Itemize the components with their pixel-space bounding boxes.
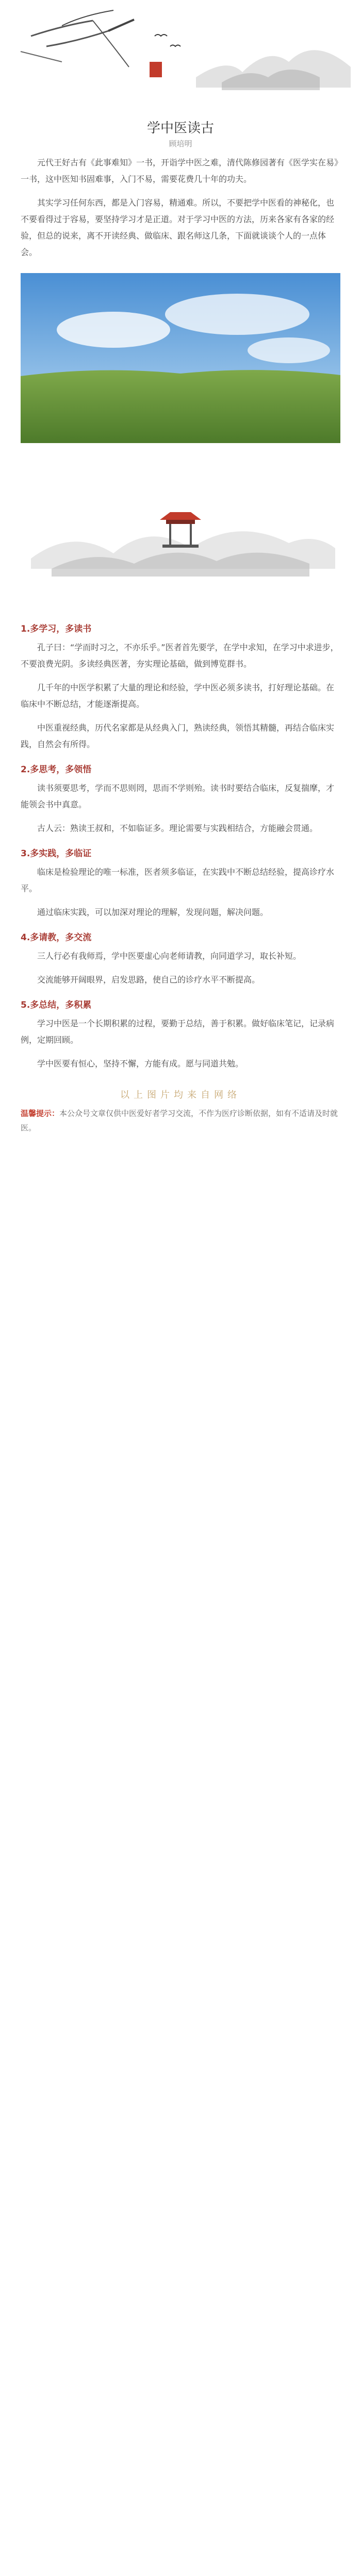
section-paragraph: 几千年的中医学积累了大量的理论和经验，学中医必须多读书，打好理论基础。在临床中不断总结，才能逐渐提高。 <box>21 683 335 709</box>
section-paragraph: 学习中医是一个长期积累的过程，要勤于总结，善于积累。做好临床笔记，记录病例，定期回顾。 <box>21 1019 335 1045</box>
landscape-image <box>21 273 340 443</box>
section-paragraph: 三人行必有我师焉，学中医要虚心向老师请教，向同道学习，取长补短。 <box>37 951 302 961</box>
section-paragraph: 孔子曰：“学而时习之，不亦乐乎。”医者首先要学，在学中求知，在学习中求进步，不要浪费光阴。多读经典医著，夯实理论基础，做到博览群书。 <box>21 642 339 669</box>
closing-paragraph: 学中医要有恒心，坚持不懈，方能有成。愿与同道共勉。 <box>37 1059 244 1069</box>
intro-paragraph: 元代王好古有《此事难知》一书，开诣学中医之难，清代陈修园著有《医学实在易》一书，这中医知书固难事，入门不易，需要花费几十年的功夫。 <box>21 158 339 184</box>
intro-paragraph: 其实学习任何东西，都是入门容易，精通难。所以，不要把学中医看的神秘化，也不要看得过于容易，要坚持学习才是正道。对于学习中医的方法，历来各家有各家的经验，但总的说来，离不开读经典、做临床、跟名师这几条，下面就谈谈个人的一点体会。 <box>21 198 335 257</box>
section-heading: 2.多思考，多领悟 <box>21 765 92 775</box>
tip-label: 温馨提示： <box>21 1109 60 1118</box>
article-body <box>0 155 361 1135</box>
section-paragraph: 读书须要思考，学而不思则罔，思而不学则殆。读书时要结合临床，反复揣摩，才能领会书中真意。 <box>21 783 335 809</box>
section-paragraph: 古人云：熟读王叔和，不如临证多。理论需要与实践相结合，方能融会贯通。 <box>37 823 318 833</box>
section-paragraph: 交流能够开阔眼界，启发思路，使自己的诊疗水平不断提高。 <box>37 975 260 985</box>
section-heading: 1.多学习，多读书 <box>21 624 92 634</box>
tip-text: 本公众号文章仅供中医爱好者学习交流，不作为医疗诊断依据，如有不适请及时就医。 <box>21 1109 338 1132</box>
section-heading: 5.多总结，多积累 <box>21 1000 92 1010</box>
section-heading: 4.多请教，多交流 <box>21 933 92 943</box>
section-paragraph: 临床是检验理论的唯一标准，医者须多临证，在实践中不断总结经验，提高诊疗水平。 <box>21 867 335 893</box>
ink-landscape-decoration <box>21 466 340 600</box>
footer-note <box>21 1106 340 1135</box>
header <box>0 0 361 155</box>
article-title: 学中医读古 <box>146 121 214 136</box>
section-paragraph: 中医重视经典，历代名家都是从经典入门，熟读经典，领悟其精髓，再结合临床实践，自然会有所得。 <box>21 723 335 749</box>
image-credit-divider: 以上图片均来自网络 <box>120 1090 241 1100</box>
section-paragraph: 通过临床实践，可以加深对理论的理解，发现问题，解决问题。 <box>37 907 269 917</box>
section-heading: 3.多实践，多临证 <box>21 849 92 859</box>
article-author: 顾培明 <box>169 139 192 148</box>
